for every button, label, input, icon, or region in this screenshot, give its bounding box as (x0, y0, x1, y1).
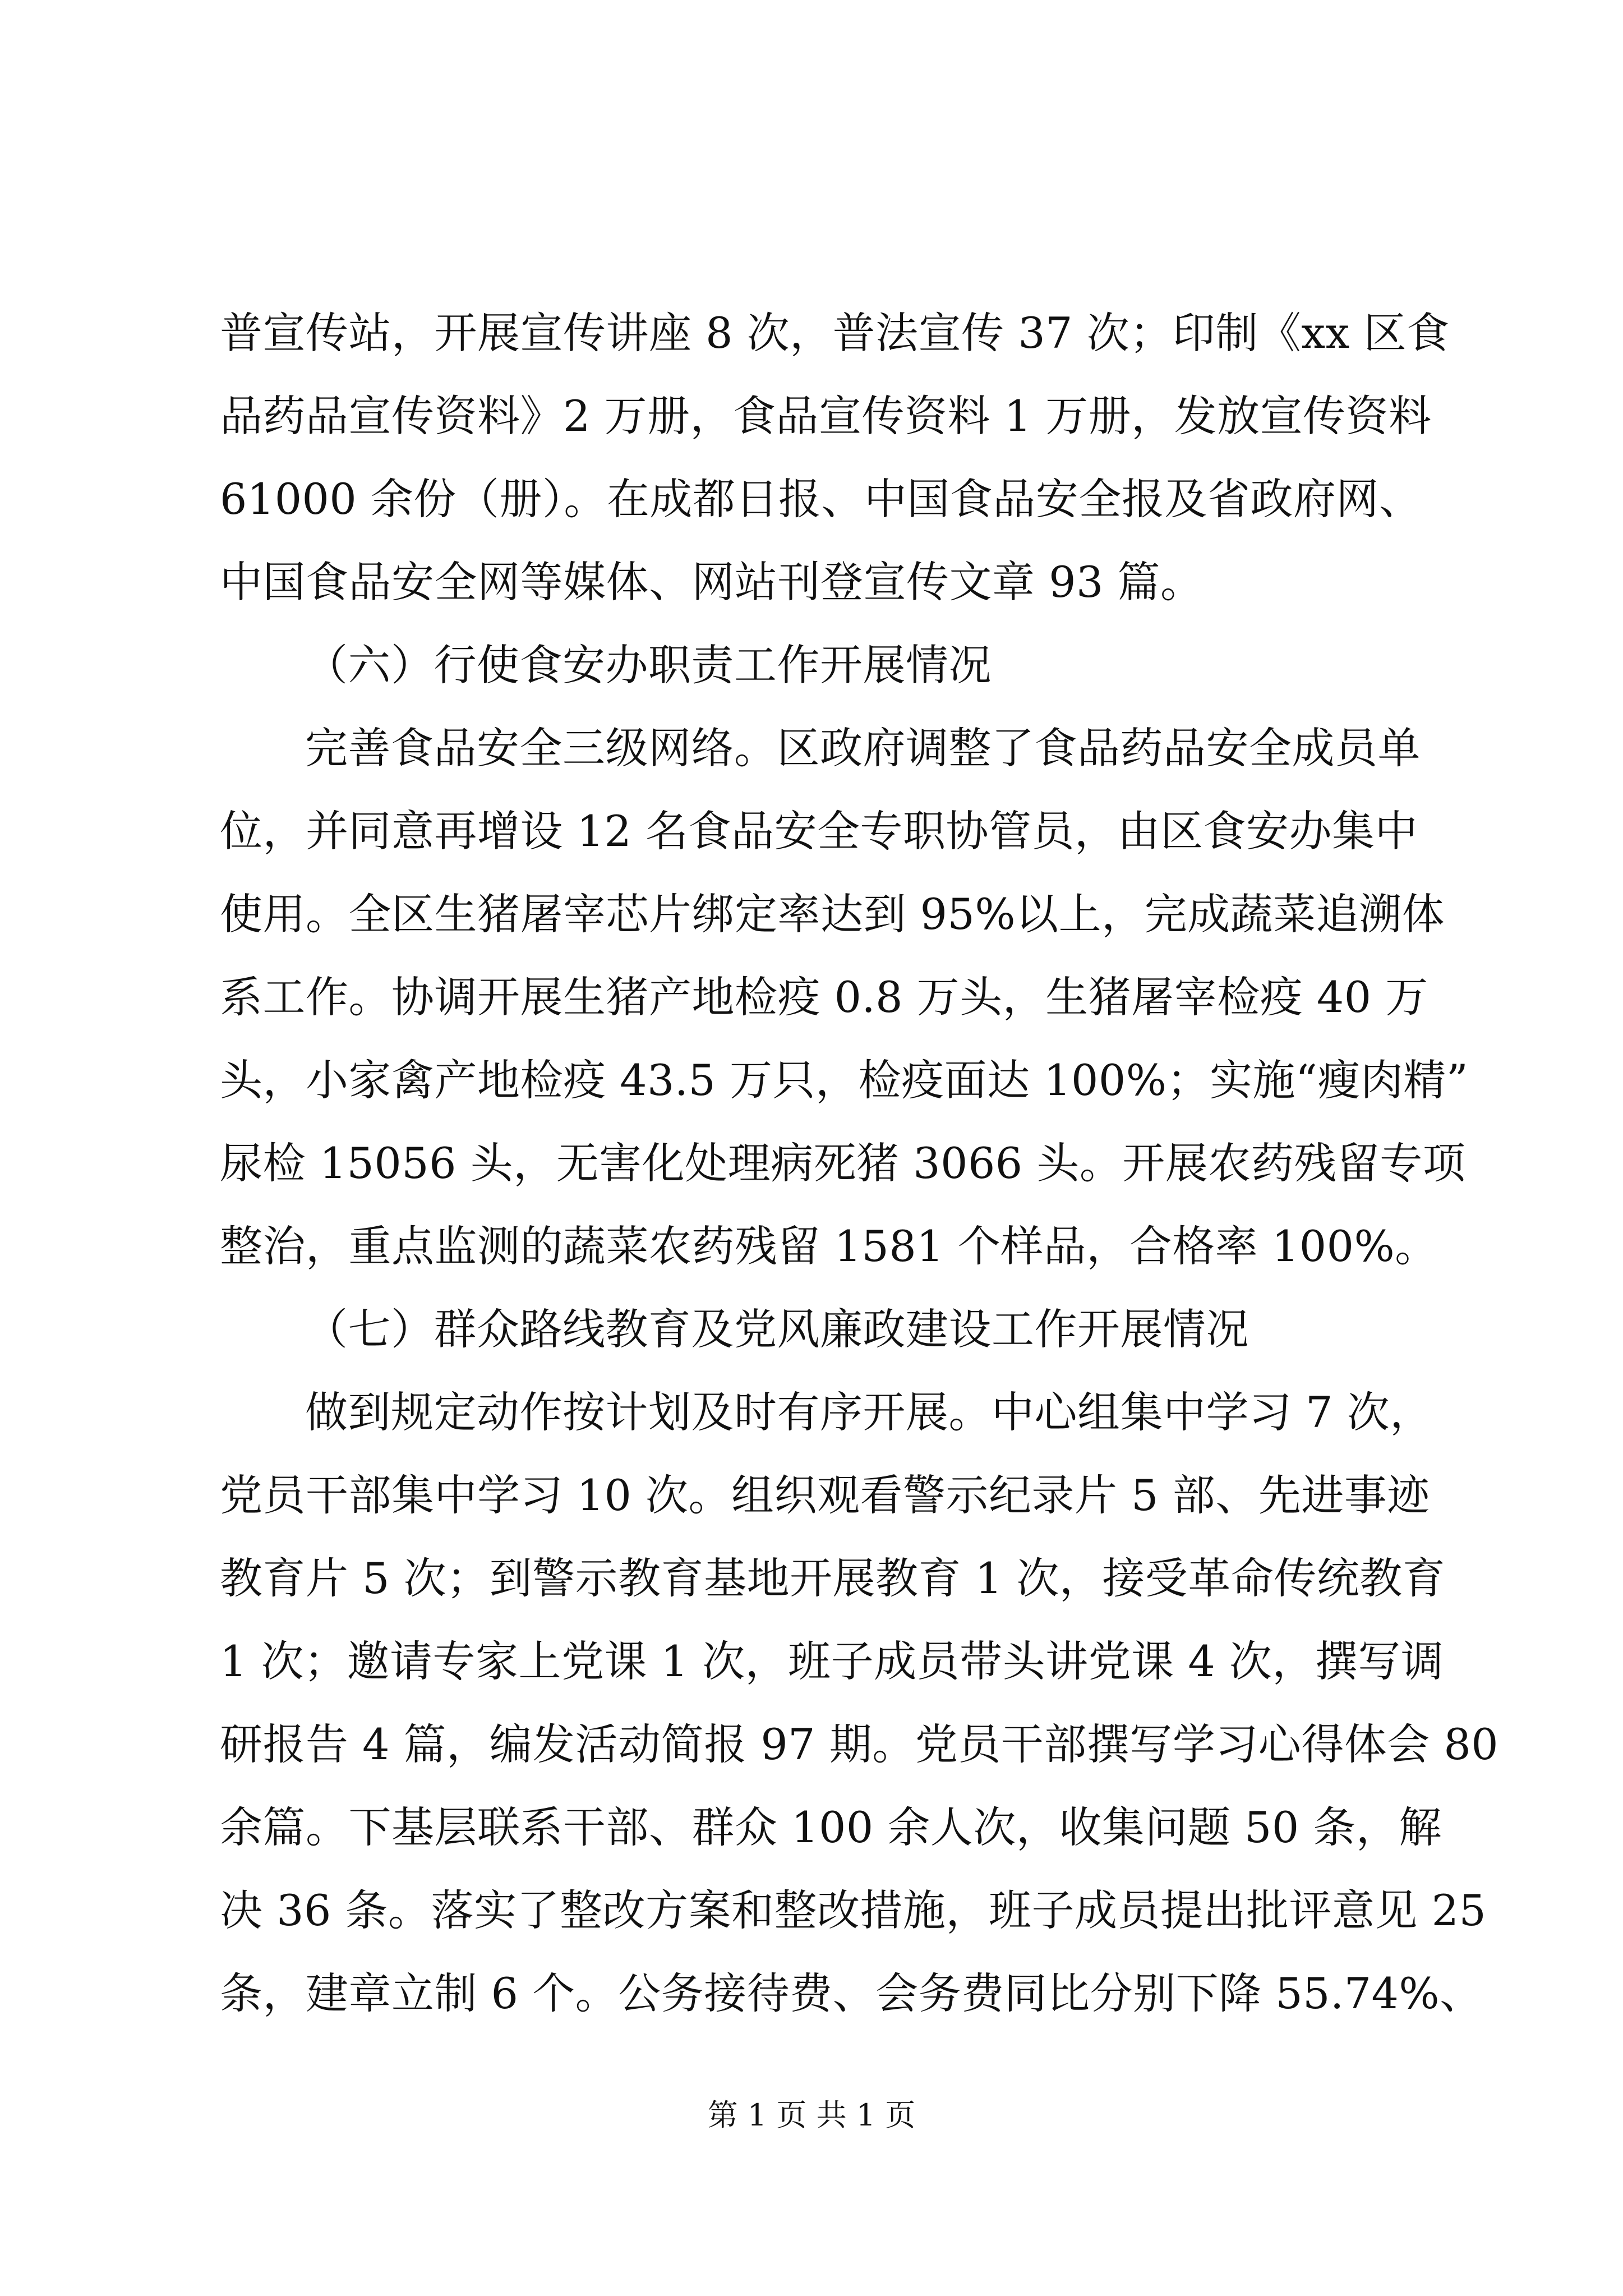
text-line: 教育片 5 次；到警示教育基地开展教育 1 次，接受革命传统教育 (220, 1553, 1446, 1603)
text-line: 1 次；邀请专家上党课 1 次，班子成员带头讲党课 4 次，撰写调 (220, 1636, 1444, 1686)
text-line: 尿检 15056 头，无害化处理病死猪 3066 头。开展农药残留专项 (220, 1138, 1466, 1188)
text-line: 系工作。协调开展生猪产地检疫 0.8 万头，生猪屠宰检疫 40 万 (220, 972, 1428, 1022)
text-line: 余篇。下基层联系干部、群众 100 余人次，收集问题 50 条，解 (220, 1802, 1442, 1852)
text-line: 中国食品安全网等媒体、网站刊登宣传文章 93 篇。 (220, 557, 1204, 607)
section-heading: （六）行使食安办职责工作开展情况 (305, 640, 992, 690)
text-line: 整治，重点监测的蔬菜农药残留 1581 个样品，合格率 100%。 (220, 1221, 1438, 1271)
text-line: 使用。全区生猪屠宰芯片绑定率达到 95%以上，完成蔬菜追溯体 (220, 889, 1445, 939)
text-line: 普宣传站，开展宣传讲座 8 次，普法宣传 37 次；印制《xx 区食 (220, 308, 1450, 358)
page-footer (0, 2096, 1623, 2135)
document-body (220, 292, 1499, 2035)
paragraph-first-line: 做到规定动作按计划及时有序开展。中心组集中学习 7 次， (305, 1387, 1433, 1437)
text-line: 党员干部集中学习 10 次。组织观看警示纪录片 5 部、先进事迹 (220, 1470, 1430, 1520)
text-line: 研报告 4 篇，编发活动简报 97 期。党员干部撰写学习心得体会 80 (220, 1719, 1499, 1769)
page-number-label: 第 1 页 共 1 页 (707, 2097, 916, 2133)
text-line: 条，建章立制 6 个。公务接待费、会务费同比分别下降 55.74%、 (220, 1968, 1483, 2018)
text-line: 位，并同意再增设 12 名食品安全专职协管员，由区食安办集中 (220, 806, 1418, 856)
text-line: 61000 余份（册）。在成都日报、中国食品安全报及省政府网、 (220, 474, 1422, 524)
text-line: 决 36 条。落实了整改方案和整改措施，班子成员提出批评意见 25 (220, 1885, 1487, 1935)
section-heading: （七）群众路线教育及党风廉政建设工作开展情况 (305, 1304, 1249, 1354)
text-line: 头，小家禽产地检疫 43.5 万只，检疫面达 100%；实施“瘦肉精” (220, 1055, 1469, 1105)
paragraph-first-line: 完善食品安全三级网络。区政府调整了食品药品安全成员单 (305, 723, 1421, 773)
text-line: 品药品宣传资料》2 万册，食品宣传资料 1 万册，发放宣传资料 (220, 391, 1432, 441)
